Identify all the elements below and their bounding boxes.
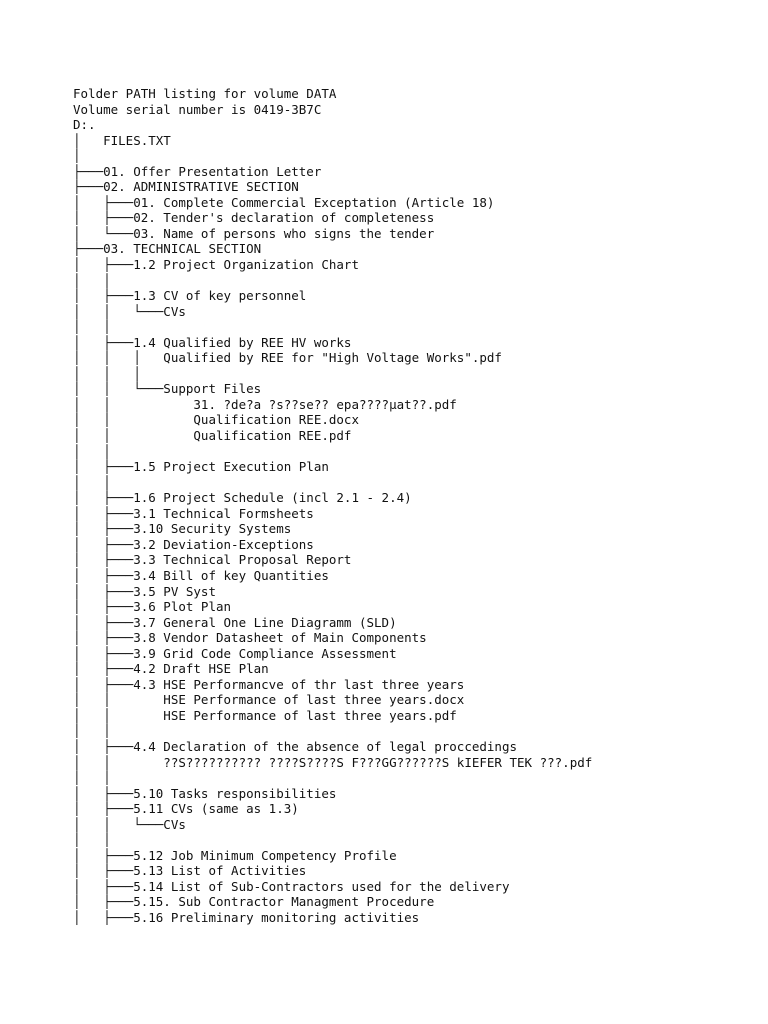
listing-line: │ ├───01. Complete Commercial Exceptation (Article 18) bbox=[73, 194, 495, 210]
listing-line: │ ├───1.2 Project Organization Chart bbox=[73, 257, 359, 273]
listing-line: │ ├───5.10 Tasks responsibilities bbox=[73, 785, 337, 801]
listing-line: │ ├───1.6 Project Schedule (incl 2.1 - 2.4) bbox=[73, 490, 412, 506]
listing-line: │ │ bbox=[73, 770, 111, 786]
listing-line: │ │ └───Support Files bbox=[73, 381, 262, 397]
listing-line: │ │ Qualification REE.pdf bbox=[73, 428, 352, 444]
listing-line: │ │ bbox=[73, 723, 111, 739]
listing-line: ├───03. TECHNICAL SECTION bbox=[73, 241, 262, 257]
listing-line: │ ├───1.4 Qualified by REE HV works bbox=[73, 334, 352, 350]
listing-line: │ ├───3.4 Bill of key Quantities bbox=[73, 567, 329, 583]
listing-line: │ ├───1.5 Project Execution Plan bbox=[73, 459, 329, 475]
listing-line: │ ├───5.12 Job Minimum Competency Profile bbox=[73, 847, 397, 863]
listing-line: │ ├───4.2 Draft HSE Plan bbox=[73, 661, 269, 677]
listing-line: │ ├───3.6 Plot Plan bbox=[73, 599, 232, 615]
listing-line: │ │ Qualification REE.docx bbox=[73, 412, 359, 428]
listing-line: │ │ bbox=[73, 319, 111, 335]
listing-line: │ │ ??S?????????? ????S????S F???GG??????S kIEFER TEK ???.pdf bbox=[73, 754, 593, 770]
listing-line: │ │ 31. ?de?a ?s??se?? epa????µat??.pdf bbox=[73, 396, 457, 412]
listing-line: │ │ HSE Performance of last three years.docx bbox=[73, 692, 465, 708]
listing-line: │ │ bbox=[73, 474, 111, 490]
listing-line: │ ├───3.10 Security Systems bbox=[73, 521, 292, 537]
listing-line: │ ├───3.3 Technical Proposal Report bbox=[73, 552, 352, 568]
listing-line: Volume serial number is 0419-3B7C bbox=[73, 101, 322, 117]
listing-line: ├───01. Offer Presentation Letter bbox=[73, 163, 322, 179]
listing-line: │ │ HSE Performance of last three years.pdf bbox=[73, 707, 457, 723]
listing-line: │ ├───3.8 Vendor Datasheet of Main Components bbox=[73, 630, 427, 646]
listing-line: │ ├───5.11 CVs (same as 1.3) bbox=[73, 801, 299, 817]
listing-line: │ ├───3.1 Technical Formsheets bbox=[73, 505, 314, 521]
listing-line: │ │ bbox=[73, 272, 111, 288]
listing-line: │ └───03. Name of persons who signs the tender bbox=[73, 225, 435, 241]
listing-line: │ FILES.TXT bbox=[73, 132, 171, 148]
listing-line: │ │ └───CVs bbox=[73, 303, 186, 319]
listing-line: │ ├───4.4 Declaration of the absence of legal proccedings bbox=[73, 738, 518, 754]
listing-line: │ ├───4.3 HSE Performancve of thr last three years bbox=[73, 676, 465, 692]
listing-line: D:. bbox=[73, 117, 96, 133]
listing-line: │ ├───5.15. Sub Contractor Managment Procedure bbox=[73, 894, 435, 910]
folder-tree-listing bbox=[73, 86, 592, 926]
listing-line: │ │ └───CVs bbox=[73, 816, 186, 832]
listing-line: ├───02. ADMINISTRATIVE SECTION bbox=[73, 179, 299, 195]
listing-line: │ │ bbox=[73, 443, 111, 459]
listing-line: │ ├───5.14 List of Sub-Contractors used for the delivery bbox=[73, 878, 510, 894]
listing-line: │ ├───5.16 Preliminary monitoring activities bbox=[73, 909, 420, 925]
listing-line: │ ├───3.2 Deviation-Exceptions bbox=[73, 536, 314, 552]
listing-line: │ ├───02. Tender's declaration of completeness bbox=[73, 210, 435, 226]
listing-line: │ │ │ Qualified by REE for "High Voltage Works".pdf bbox=[73, 350, 502, 366]
listing-line: │ ├───5.13 List of Activities bbox=[73, 863, 307, 879]
listing-line: │ ├───1.3 CV of key personnel bbox=[73, 288, 307, 304]
listing-line: │ │ bbox=[73, 832, 111, 848]
listing-line: │ ├───3.5 PV Syst bbox=[73, 583, 216, 599]
listing-line: │ ├───3.9 Grid Code Compliance Assessment bbox=[73, 645, 397, 661]
listing-line: │ bbox=[73, 148, 81, 164]
listing-line: │ ├───3.7 General One Line Diagramm (SLD) bbox=[73, 614, 397, 630]
listing-line: │ │ │ bbox=[73, 365, 141, 381]
listing-line: Folder PATH listing for volume DATA bbox=[73, 86, 337, 101]
